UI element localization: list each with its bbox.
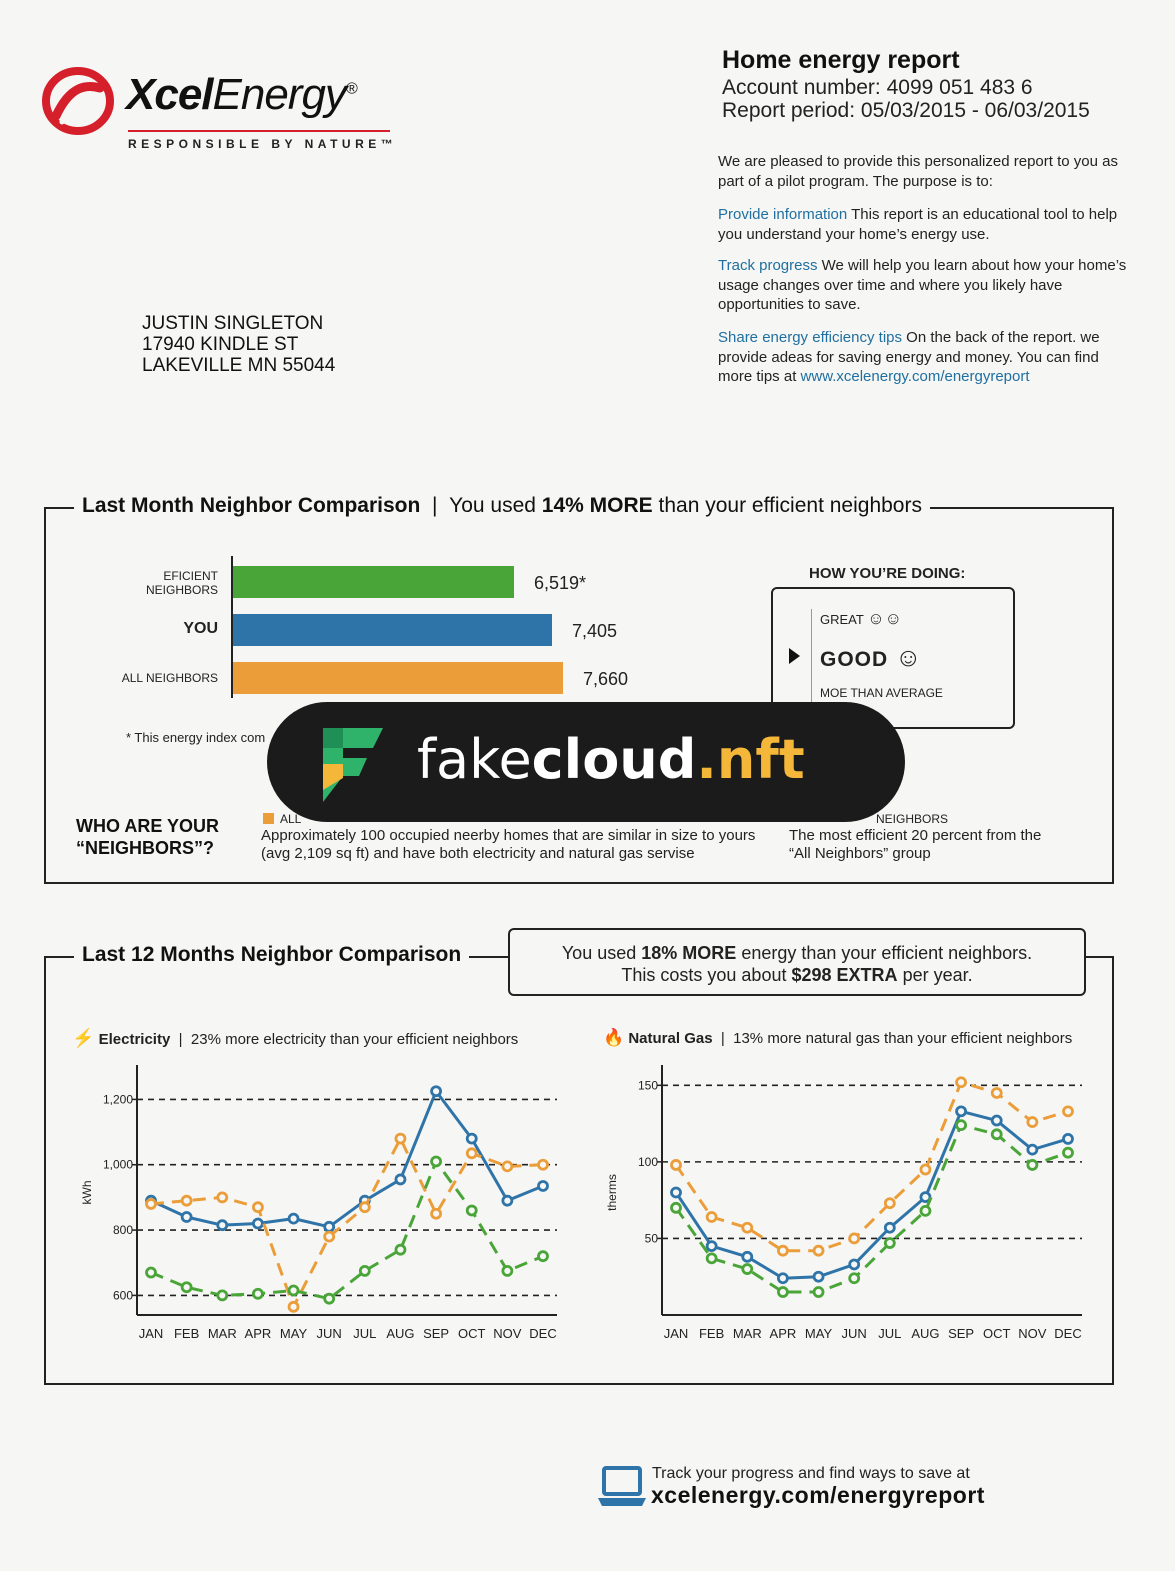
data-point-you xyxy=(957,1107,966,1116)
footer-line1: Track your progress and find ways to save at xyxy=(652,1465,970,1482)
x-tick-label: NOV xyxy=(1018,1326,1047,1341)
report-period: Report period: 05/03/2015 - 06/03/2015 xyxy=(722,99,1090,122)
y-tick-label: 50 xyxy=(644,1231,658,1246)
data-point-all xyxy=(921,1165,930,1174)
logo-rule xyxy=(128,130,390,132)
data-point-all xyxy=(539,1160,548,1169)
data-point-you xyxy=(850,1260,859,1269)
efficient-neighbors-text: The most efficient 20 percent from the “All Neighbors” group xyxy=(789,827,1042,862)
data-point-efficient xyxy=(672,1203,681,1212)
energy-report-link[interactable]: www.xcelenergy.com/energyreport xyxy=(800,368,1030,385)
x-tick-label: JUN xyxy=(316,1326,342,1341)
energy-index-footnote: * This energy index com xyxy=(126,730,266,745)
smiley-icon: ☺☺ xyxy=(867,609,902,628)
data-point-you xyxy=(503,1196,512,1205)
y-axis-label: therms xyxy=(605,1174,619,1211)
x-tick-label: OCT xyxy=(983,1326,1011,1341)
customer-address xyxy=(142,313,335,376)
y-tick-label: 800 xyxy=(112,1223,133,1238)
data-point-efficient xyxy=(253,1289,262,1298)
data-point-efficient xyxy=(957,1121,966,1130)
data-point-all xyxy=(147,1199,156,1208)
data-point-efficient xyxy=(432,1157,441,1166)
x-tick-label: FEB xyxy=(698,1326,725,1341)
brand-name: XcelEnergy® xyxy=(126,70,357,119)
lightning-icon: ⚡ xyxy=(72,1028,95,1048)
x-tick-label: SEP xyxy=(423,1326,450,1341)
last-month-heading: Last Month Neighbor Comparison | You used 14% MORE than your efficient neighbors xyxy=(74,494,930,518)
data-point-all xyxy=(957,1078,966,1087)
watermark-text: fakecloud.nft xyxy=(417,728,805,791)
data-point-you xyxy=(432,1087,441,1096)
doing-good: GOOD ☺ xyxy=(820,642,923,672)
y-tick-label: 1,000 xyxy=(102,1157,133,1172)
bar-label: EFICIENT NEIGHBORS xyxy=(145,569,218,597)
data-point-you xyxy=(539,1181,548,1190)
x-tick-label: AUG xyxy=(386,1326,415,1341)
data-point-you xyxy=(992,1116,1001,1125)
x-tick-label: SEP xyxy=(948,1326,975,1341)
data-point-all xyxy=(1028,1118,1037,1127)
y-tick-label: 600 xyxy=(112,1288,133,1303)
data-point-efficient xyxy=(467,1206,476,1215)
y-axis-label: kWh xyxy=(80,1180,94,1205)
x-tick-label: APR xyxy=(244,1326,272,1341)
flame-icon: 🔥 xyxy=(603,1028,625,1047)
electricity-chart xyxy=(75,1060,575,1350)
data-point-efficient xyxy=(707,1254,716,1263)
brand-tagline: RESPONSIBLE BY NATURE™ xyxy=(128,137,398,151)
x-tick-label: APR xyxy=(769,1326,797,1341)
series-line-you xyxy=(151,1091,543,1227)
xcel-swirl-icon xyxy=(42,66,114,136)
data-point-you xyxy=(778,1274,787,1283)
data-point-all xyxy=(743,1223,752,1232)
x-tick-label: JUL xyxy=(878,1326,902,1341)
data-point-all xyxy=(503,1162,512,1171)
series-line-efficient xyxy=(676,1125,1068,1292)
data-point-all xyxy=(992,1088,1001,1097)
bar-all-neighbors xyxy=(233,662,563,694)
y-tick-label: 100 xyxy=(637,1154,658,1169)
x-tick-label: OCT xyxy=(458,1326,486,1341)
fakecloud-watermark xyxy=(267,702,905,822)
intro-item-progress: Track progress We will help you learn about how your home’s usage changes over time and where you likely have opportunities to save. xyxy=(718,257,1127,313)
bar-eficient-neighbors xyxy=(233,566,514,598)
electricity-heading: ⚡ Electricity | 23% more electricity than your efficient neighbors xyxy=(72,1028,519,1048)
how-doing-title: HOW YOU’RE DOING: xyxy=(809,565,966,582)
data-point-all xyxy=(467,1149,476,1158)
series-line-all xyxy=(676,1082,1068,1250)
footer-url[interactable]: xcelenergy.com/energyreport xyxy=(651,1482,985,1508)
doing-great: GREAT ☺☺ xyxy=(820,609,902,628)
data-point-you xyxy=(707,1242,716,1251)
data-point-all xyxy=(432,1209,441,1218)
account-number: Account number: 4099 051 483 6 xyxy=(722,76,1033,99)
y-tick-label: 150 xyxy=(637,1078,658,1093)
data-point-you xyxy=(253,1219,262,1228)
x-tick-label: JAN xyxy=(663,1326,689,1341)
data-point-you xyxy=(467,1134,476,1143)
x-tick-label: MAR xyxy=(732,1326,762,1341)
data-point-efficient xyxy=(539,1252,548,1261)
bar-label: YOU xyxy=(183,620,218,637)
data-point-efficient xyxy=(814,1288,823,1297)
data-point-all xyxy=(182,1196,191,1205)
data-point-efficient xyxy=(147,1268,156,1277)
bar-value: 7,660 xyxy=(583,669,629,689)
data-point-all xyxy=(218,1193,227,1202)
natural-gas-heading: 🔥 Natural Gas | 13% more natural gas than your efficient neighbors xyxy=(603,1028,1073,1047)
all-neighbors-key: ALL xyxy=(280,812,302,826)
data-point-you xyxy=(1064,1134,1073,1143)
doing-below: MOE THAN AVERAGE xyxy=(820,686,943,700)
data-point-all xyxy=(289,1302,298,1311)
data-point-all xyxy=(253,1203,262,1212)
last-12-heading: Last 12 Months Neighbor Comparison xyxy=(74,943,469,967)
efficient-neighbors-key: NEIGHBORS xyxy=(876,812,949,826)
data-point-efficient xyxy=(218,1291,227,1300)
data-point-efficient xyxy=(992,1130,1001,1139)
data-point-efficient xyxy=(325,1294,334,1303)
intro-item-info: Provide information This report is an educational tool to help you understand your home’s energy use. xyxy=(718,206,1118,243)
x-tick-label: NOV xyxy=(493,1326,522,1341)
x-tick-label: AUG xyxy=(911,1326,940,1341)
y-tick-label: 1,200 xyxy=(102,1092,133,1107)
data-point-efficient xyxy=(182,1283,191,1292)
selected-arrow-icon xyxy=(789,648,800,664)
data-point-you xyxy=(672,1188,681,1197)
data-point-all xyxy=(325,1232,334,1241)
data-point-all xyxy=(814,1246,823,1255)
data-point-efficient xyxy=(360,1266,369,1275)
data-point-all xyxy=(885,1199,894,1208)
data-point-you xyxy=(885,1223,894,1232)
data-point-all xyxy=(850,1234,859,1243)
data-point-you xyxy=(218,1221,227,1230)
customer-city: LAKEVILLE MN 55044 xyxy=(142,355,336,376)
intro-lead: We are pleased to provide this personalized report to you as part of a pilot program. The purpose is to: xyxy=(718,153,1118,190)
natural-gas-chart xyxy=(600,1060,1100,1350)
data-point-efficient xyxy=(503,1266,512,1275)
customer-name: JUSTIN SINGLETON xyxy=(142,313,324,334)
data-point-all xyxy=(360,1203,369,1212)
data-point-efficient xyxy=(1028,1160,1037,1169)
laptop-icon xyxy=(596,1466,648,1508)
data-point-efficient xyxy=(850,1274,859,1283)
data-point-efficient xyxy=(885,1239,894,1248)
x-tick-label: MAY xyxy=(804,1326,833,1341)
data-point-all xyxy=(707,1213,716,1222)
data-point-you xyxy=(743,1252,752,1261)
data-point-all xyxy=(1064,1107,1073,1116)
customer-street: 17940 KINDLE ST xyxy=(142,334,299,355)
data-point-all xyxy=(672,1160,681,1169)
x-tick-label: MAR xyxy=(207,1326,237,1341)
smiley-icon: ☺ xyxy=(895,642,923,672)
data-point-all xyxy=(778,1246,787,1255)
bar-value: 6,519* xyxy=(534,573,587,593)
x-tick-label: DEC xyxy=(1054,1326,1082,1341)
data-point-efficient xyxy=(778,1288,787,1297)
x-tick-label: DEC xyxy=(529,1326,557,1341)
data-point-efficient xyxy=(921,1206,930,1215)
last-12-callout: You used 18% MORE energy than your efficient neighbors. This costs you about $298 EXTRA per year. xyxy=(508,928,1086,996)
x-tick-label: JUN xyxy=(841,1326,867,1341)
series-line-you xyxy=(676,1111,1068,1278)
bar-label: ALL NEIGHBORS xyxy=(121,671,218,685)
intro-item-tips: Share energy efficiency tips On the back of the report. we provide adeas for saving energy and money. You can find more tips at www.xcelenergy.com/energyreport xyxy=(718,329,1100,385)
data-point-efficient xyxy=(396,1245,405,1254)
data-point-you xyxy=(325,1222,334,1231)
fakecloud-logo-icon xyxy=(317,724,389,804)
data-point-efficient xyxy=(289,1286,298,1295)
data-point-all xyxy=(396,1134,405,1143)
who-are-neighbors-title: WHO ARE YOUR “NEIGHBORS”? xyxy=(76,816,220,858)
x-tick-label: FEB xyxy=(173,1326,200,1341)
data-point-you xyxy=(396,1175,405,1184)
all-neighbors-text: Approximately 100 occupied neerby homes that are similar in size to yours (avg 2,109 sq ft) and have both electricity and natural gas servise xyxy=(261,827,756,862)
data-point-efficient xyxy=(743,1265,752,1274)
data-point-you xyxy=(1028,1145,1037,1154)
data-point-you xyxy=(182,1213,191,1222)
data-point-you xyxy=(814,1272,823,1281)
data-point-efficient xyxy=(1064,1148,1073,1157)
all-neighbors-key-swatch xyxy=(263,813,274,824)
bar-you xyxy=(233,614,552,646)
bar-value: 7,405 xyxy=(572,621,618,641)
x-tick-label: JUL xyxy=(353,1326,377,1341)
x-tick-label: JAN xyxy=(138,1326,164,1341)
report-title: Home energy report xyxy=(722,46,960,74)
xcel-logo xyxy=(42,64,402,154)
x-tick-label: MAY xyxy=(279,1326,308,1341)
data-point-you xyxy=(289,1214,298,1223)
